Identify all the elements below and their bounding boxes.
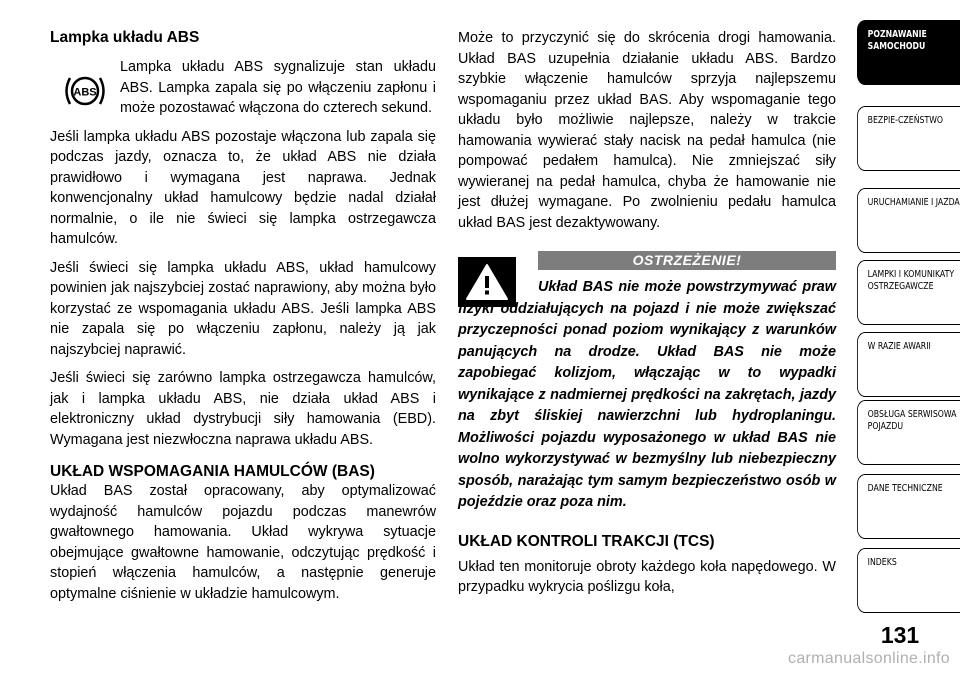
tab-lampki-i-komunikaty[interactable]: LAMPKI I KOMUNIKATY OSTRZEGAWCZE — [857, 260, 960, 325]
paragraph: Jeśli lampka układu ABS pozostaje włączona lub zapala się podczas jazdy, oznacza to, że układ ABS nie działa prawidłowo i wymagana jest naprawa. Jednak konwencjonalny układ hamulcowy będzie nadal działał normalnie, o ile nie świeci się lampka ostrzegawcza hamulców. — [50, 128, 436, 247]
abs-lamp-block — [50, 57, 436, 119]
paragraph: Jeśli świeci się lampka układu ABS, układ hamulcowy powinien jak najszybciej zostać naprawiony, aby można było korzystać ze wspomagania układu ABS. Jeśli lampka ABS nie zapala się po włączeniu zapłonu, należy ją jak najszybciej naprawić. — [50, 259, 436, 358]
svg-text:ABS: ABS — [73, 86, 97, 99]
tab-indeks[interactable]: INDEKS — [857, 548, 960, 613]
bas-heading: UKŁAD WSPOMAGANIA HAMULCÓW (BAS) — [50, 463, 375, 480]
watermark: carmanualsonline.info — [788, 650, 950, 667]
tab-obsluga-serwisowa[interactable]: OBSŁUGA SERWISOWA POJAZDU — [857, 400, 960, 465]
warning-box — [458, 251, 836, 514]
warning-title: OSTRZEŻENIE! — [538, 251, 836, 270]
warning-text: Układ BAS nie może powstrzymywać praw fizyki oddziałujących na pojazd i nie może zwiększać przyczepności ponad poziom wynikający z warunków panujących na drodze. Układ BAS nie może zapobiegać kolizjom, włączając w to wypadki wynikające z nadmiernej prędkości na zakrętach, jazdy na zbyt śliskiej nawierzchni lub hydroplaningu. Możliwości pojazdu wyposażonego w układ BAS nie wolno wykorzystywać w bezmyślny lub niebezpieczny sposób, narażając tym samym bezpieczeństwo osób w pojeździe oraz poza nim. — [458, 279, 836, 510]
paragraph: Układ ten monitoruje obroty każdego koła napędowego. W przypadku wykrycia poślizgu koła, — [458, 558, 836, 595]
tab-uruchamianie-i-jazda[interactable]: URUCHAMIANIE I JAZDA — [857, 188, 960, 253]
tab-bezpieczenstwo[interactable]: BEZPIE-CZEŃSTWO — [857, 106, 960, 171]
abs-icon — [50, 57, 120, 119]
abs-lamp-text: Lampka układu ABS sygnalizuje stan układu ABS. Lampka zapala się po włączeniu zapłonu i może pozostawać włączona do czterech sekund. — [120, 59, 436, 116]
paragraph: Jeśli świeci się zarówno lampka ostrzegawcza hamulców, jak i lampka układu ABS, nie działa układ ABS i elektroniczny układ dystrybucji siły hamowania (EBD). Wymagana jest niezwłoczna naprawa układu ABS. — [50, 370, 436, 448]
tcs-heading: UKŁAD KONTROLI TRAKCJI (TCS) — [458, 532, 715, 550]
tab-w-razie-awarii[interactable]: W RAZIE AWARII — [857, 332, 960, 397]
right-column — [458, 28, 836, 598]
left-column — [50, 28, 436, 604]
tab-dane-techniczne[interactable]: DANE TECHNICZNE — [857, 474, 960, 539]
paragraph: Układ BAS został opracowany, aby optymalizować wydajność hamulców pojazdu podczas manewrów gwałtownego hamowania. Układ wykrywa sytuacje obejmujące gwałtowne hamowanie, odczytując prędkość i stopień włączenia hamulców, a następnie generuje optymalne ciśnienie w układzie hamulcowym. — [50, 483, 436, 602]
tab-poznawanie-samochodu[interactable]: POZNAWANIE SAMOCHODU — [857, 20, 960, 85]
page-number: 131 — [880, 622, 920, 648]
paragraph: Może to przyczynić się do skrócenia drogi hamowania. Układ BAS uzupełnia działanie układu ABS. Bardzo szybkie włączenie hamulców sprzyja najlepszemu wspomaganiu przez układ BAS. Aby wspomaganie tego układu było możliwie najlepsze, należy w trakcie hamowania wywierać stały nacisk na pedał hamulca (nie pompować pedałem hamulca). Nie zmniejszać siły wywieranej na pedał hamulca, chyba że hamowanie nie jest dłużej wymagane. Po zwolnieniu pedału hamulca układ BAS jest dezaktywowany. — [458, 30, 836, 231]
abs-lamp-heading: Lampka układu ABS — [50, 29, 200, 46]
